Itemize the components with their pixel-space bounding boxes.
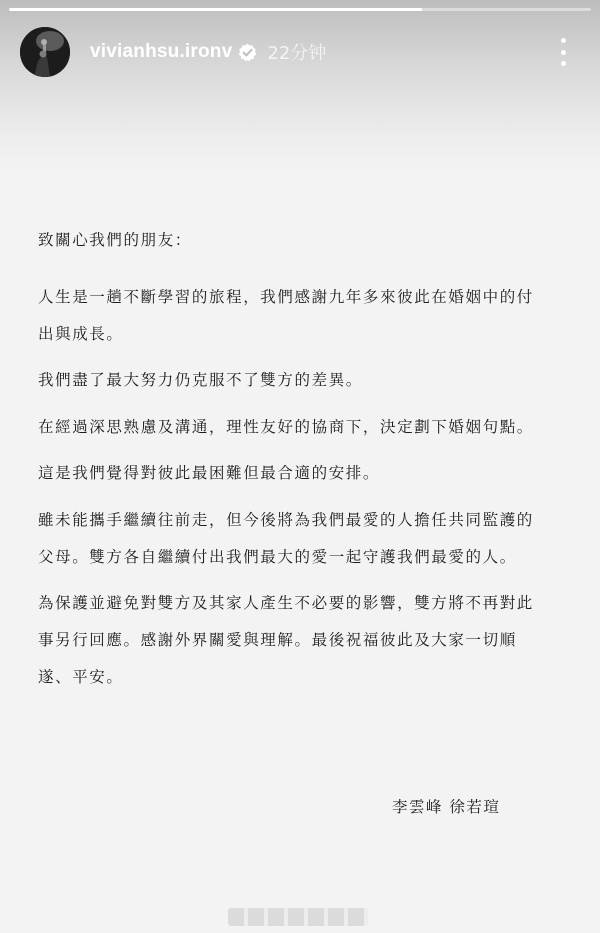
- verified-badge-icon: [238, 43, 257, 62]
- avatar[interactable]: [20, 27, 70, 77]
- letter-line: 在經過深思熟慮及溝通，理性友好的協商下，決定劃下婚姻句點。: [38, 418, 534, 436]
- letter-line: 父母。雙方各自繼續付出我們最大的愛一起守護我們最愛的人。: [38, 548, 517, 566]
- letter-signature: 李雲峰 徐若瑄: [392, 798, 501, 816]
- story-header: [20, 26, 580, 78]
- letter-line: 遂、平安。: [38, 668, 124, 686]
- avatar-photo-icon: [20, 27, 70, 77]
- story-progress-fill: [9, 8, 422, 11]
- more-vertical-icon[interactable]: [560, 38, 566, 66]
- letter-line: 這是我們覺得對彼此最困難但最合適的安排。: [38, 464, 381, 482]
- post-time: 22分钟: [267, 43, 327, 64]
- letter-line: 我們盡了最大努力仍克服不了雙方的差異。: [38, 371, 363, 389]
- statement-letter: [38, 230, 578, 687]
- letter-line: 事另行回應。感謝外界關愛與理解。最後祝福彼此及大家一切順: [38, 631, 517, 649]
- more-dot: [561, 38, 566, 43]
- letter-line: 出與成長。: [38, 325, 124, 343]
- letter-line: 為保護並避免對雙方及其家人產生不必要的影響，雙方將不再對此: [38, 594, 534, 612]
- more-dot: [561, 50, 566, 55]
- letter-greeting: 致關心我們的朋友：: [38, 231, 192, 249]
- watermark-logo: [228, 908, 368, 926]
- username[interactable]: vivianhsu.ironv: [90, 41, 233, 62]
- story-progress-bar: [9, 8, 591, 11]
- letter-line: 人生是一趟不斷學習的旅程，我們感謝九年多來彼此在婚姻中的付: [38, 288, 534, 306]
- letter-line: 雖未能攜手繼續往前走，但今後將為我們最愛的人擔任共同監護的: [38, 511, 534, 529]
- more-dot: [561, 61, 566, 66]
